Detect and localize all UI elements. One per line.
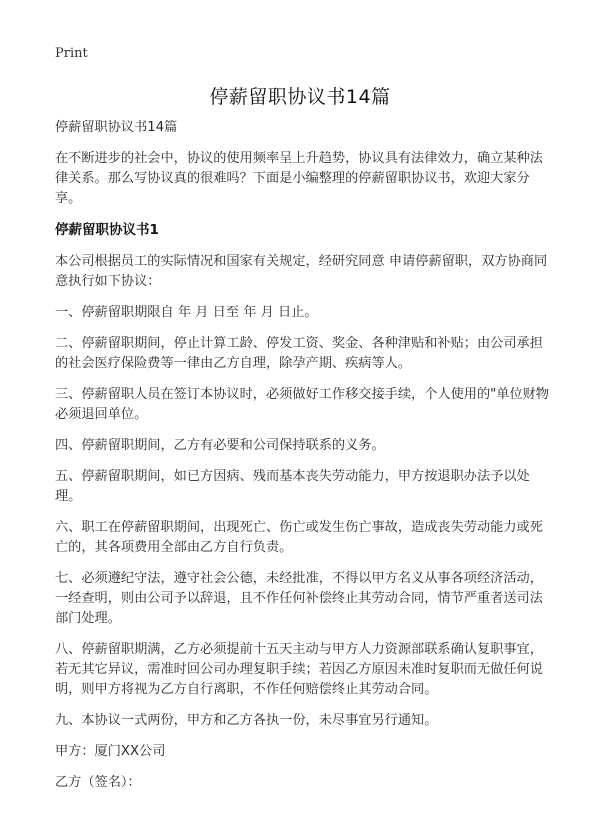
page-title: 停薪留职协议书14篇 — [209, 86, 391, 108]
clause-1: 一、停薪留职期限自 年 月 日至 年 月 日止。 — [55, 305, 318, 320]
clause-9: 九、本协议一式两份，甲方和乙方各执一份，未尽事宜另行通知。 — [55, 713, 438, 728]
party-a: 甲方：厦门XX公司 — [55, 744, 166, 759]
clause-4: 四、停薪留职期间，乙方有必要和公司保持联系的义务。 — [55, 438, 385, 453]
clause-7: 七、必须遵纪守法，遵守社会公德，未经批准，不得以甲方名义从事各项经济活动，一经查明，则由公司予以辞退，且不作任何补偿终止其劳动合同，情节严重者送司法部门处理。 — [55, 571, 543, 626]
clause-8: 八、停薪留职期满，乙方必须提前十五天主动与甲方人力资源部联系确认复职事宜，若无其它异议，需准时回公司办理复职手续；若因乙方原因未准时复职而无做任何说明，则甲方将视为乙方自行离职，不作任何赔偿终止其劳动合同。 — [55, 642, 543, 697]
party-b-signature: 乙方（签名）： — [55, 775, 141, 790]
clause-6: 六、职工在停薪留职期间，出现死亡、伤亡或发生伤亡事故，造成丧失劳动能力或死亡的，其各项费用全部由乙方自行负责。 — [55, 520, 543, 555]
clause-2: 二、停薪留职期间，停止计算工龄、停发工资、奖金、各种津贴和补贴；由公司承担的社会医疗保险费等一律由乙方自理，除孕产期、疾病等人。 — [55, 336, 543, 371]
agreement-preamble: 本公司根据员工的实际情况和国家有关规定，经研究同意 申请停薪留职，双方协商同意执行如下协议： — [55, 254, 548, 289]
clause-3: 三、停薪留职人员在签订本协议时，必须做好工作移交接手续，个人使用的"单位财物必须退回单位。 — [55, 387, 549, 422]
section-heading: 停薪留职协议书1 — [55, 222, 159, 238]
document-body — [55, 118, 553, 804]
print-link[interactable]: Print — [55, 46, 88, 61]
intro-subtitle: 停薪留职协议书14篇 — [55, 120, 178, 135]
intro-paragraph: 在不断进步的社会中，协议的使用频率呈上升趋势，协议具有法律效力，确立某种法律关系。那么写协议真的很难吗？下面是小编整理的停薪留职协议书，欢迎大家分享。 — [55, 151, 543, 206]
clause-5: 五、停薪留职期间，如已方因病、残而基本丧失劳动能力，甲方按退职办法予以处理。 — [55, 469, 530, 504]
